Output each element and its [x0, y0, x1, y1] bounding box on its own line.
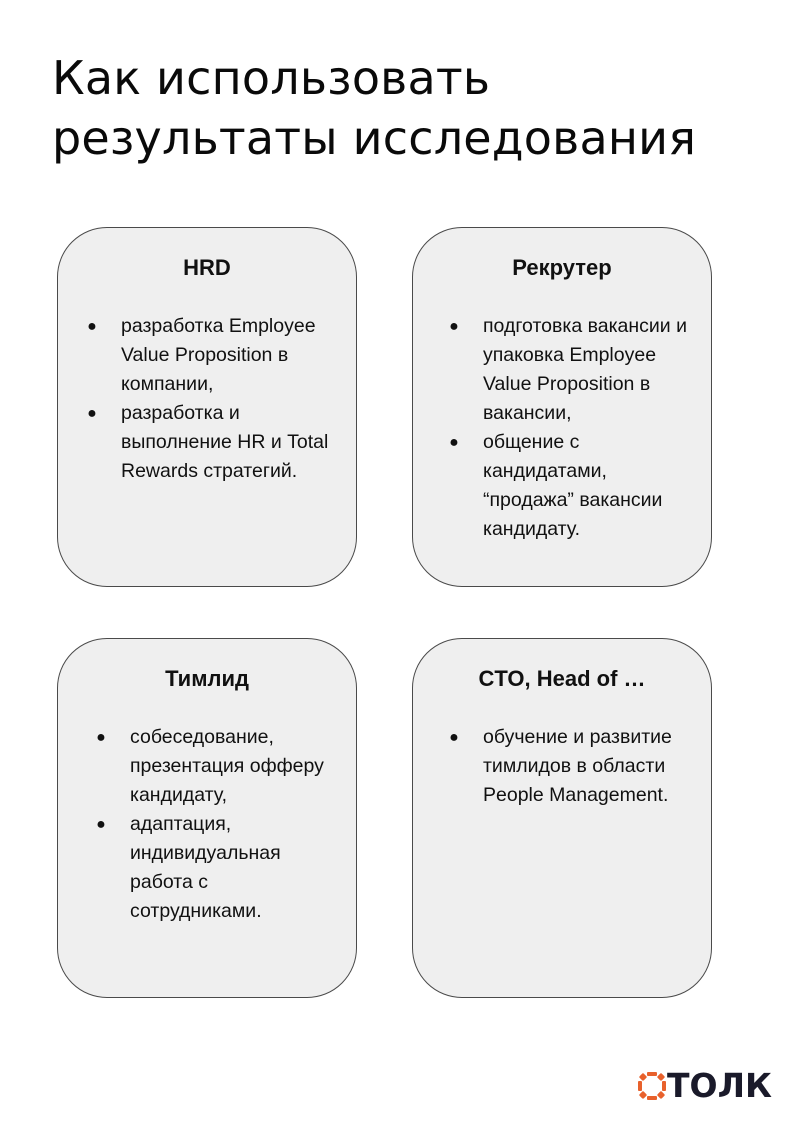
bullet-icon: ● — [87, 405, 97, 422]
list-item — [94, 723, 344, 810]
card-title: Тимлид — [165, 666, 249, 691]
card-bullet-list — [447, 723, 697, 810]
card-title: HRD — [183, 255, 231, 280]
card-teamlead — [57, 638, 357, 998]
orange-ring-icon — [637, 1071, 667, 1101]
list-item-text: подготовка вакансии и упаковка Employee Value Proposition в вакансии, — [483, 315, 687, 424]
card-recruiter — [412, 227, 712, 587]
bullet-icon: ● — [449, 434, 459, 451]
list-item-text: собеседование, презентация офферу кандидату, — [130, 726, 324, 806]
logo-text: ТОЛК — [667, 1066, 772, 1105]
bullet-icon: ● — [449, 729, 459, 746]
list-item — [94, 810, 344, 926]
list-item-text: адаптация, индивидуальная работа с сотрудниками. — [130, 813, 281, 922]
card-bullet-list — [85, 312, 347, 486]
list-item — [85, 312, 347, 399]
bullet-icon: ● — [87, 318, 97, 335]
page-title: Как использовать результаты исследования — [52, 51, 697, 165]
list-item — [447, 312, 697, 428]
list-item — [85, 399, 347, 486]
card-cto — [412, 638, 712, 998]
tolk-logo — [637, 1066, 782, 1106]
list-item-text: разработка Employee Value Proposition в компании, — [121, 315, 316, 395]
bullet-icon: ● — [96, 816, 106, 833]
list-item-text: разработка и выполнение HR и Total Rewards стратегий. — [121, 402, 329, 482]
bullet-icon: ● — [96, 729, 106, 746]
card-title: CTO, Head of … — [478, 666, 646, 691]
list-item-text: общение с кандидатами, “продажа” вакансии кандидату. — [483, 431, 663, 540]
list-item — [447, 723, 697, 810]
bullet-icon: ● — [449, 318, 459, 335]
list-item-text: обучение и развитие тимлидов в области People Management. — [483, 726, 672, 806]
card-hrd — [57, 227, 357, 587]
card-bullet-list — [447, 312, 697, 544]
list-item — [447, 428, 697, 544]
card-title: Рекрутер — [512, 255, 612, 280]
card-bullet-list — [94, 723, 344, 926]
